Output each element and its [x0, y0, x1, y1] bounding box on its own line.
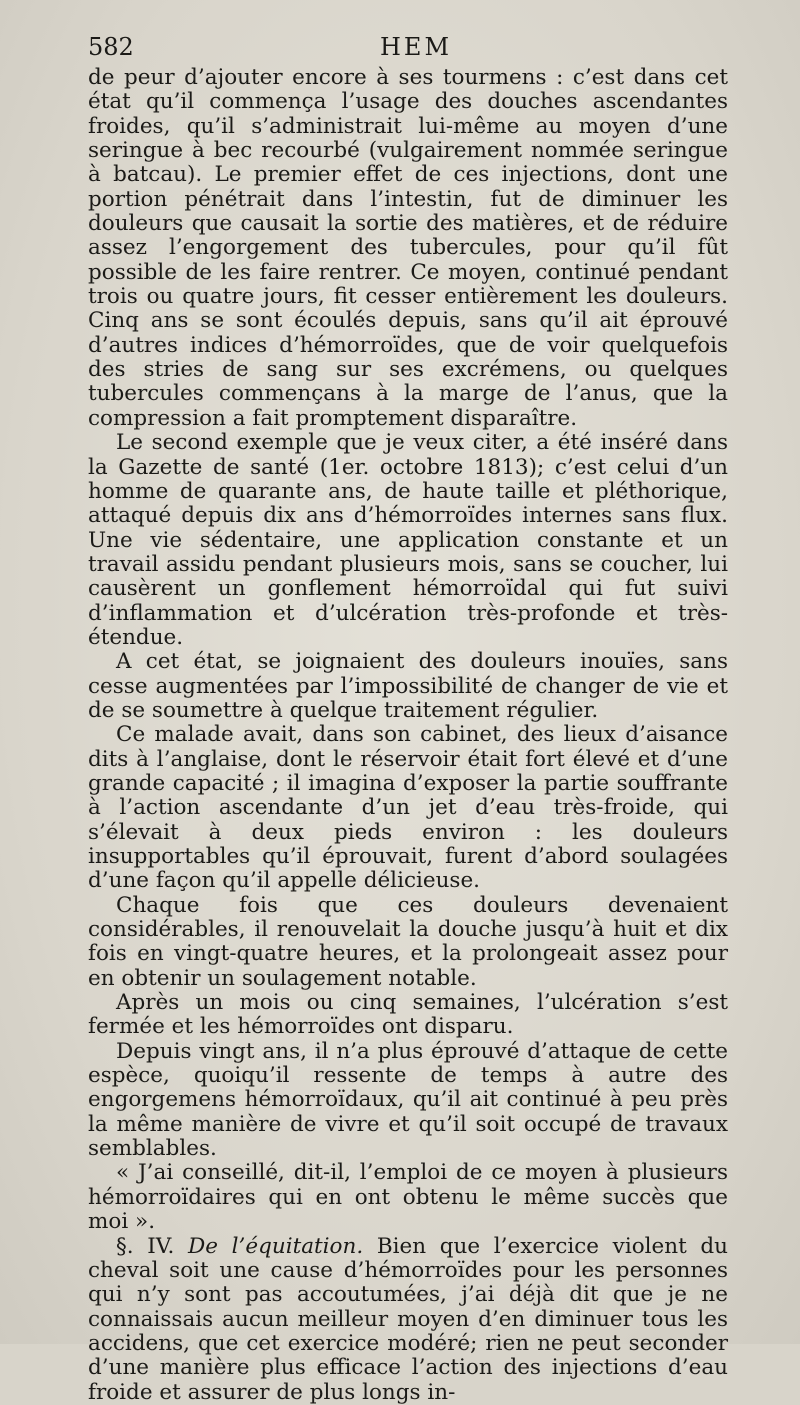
paragraph-cabinet: Ce malade avait, dans son cabinet, des lieux d’aisance dits à l’anglaise, dont le réservoir était fort élevé et d’une grande capacité ; il imagina d’exposer la partie souffrante à l’action ascendante d’un jet d’eau très-froide, qui s’élevait à deux pieds environ : les douleurs insupportables qu’il éprouvait, furent d’abord soulagées d’une façon qu’il appelle délicieuse.	[88, 722, 728, 894]
paragraph-quote: « J’ai conseillé, dit-il, l’emploi de ce moyen à plusieurs hémorroïdaires qui en ont obtenu le même succès que moi ».	[88, 1160, 728, 1235]
section-equitation	[88, 1235, 728, 1405]
paragraph-repeated-douche: Chaque fois que ces douleurs devenaient considérables, il renouvelait la douche jusqu’à huit et dix fois en vingt-quatre heures, et la prolongeait assez pour en obtenir un soulagement notable.	[88, 892, 728, 991]
paragraph-healing: Après un mois ou cinq semaines, l’ulcération s’est fermée et les hémorroïdes ont disparu.	[88, 990, 728, 1040]
paragraph-patient-state: A cet état, se joignaient des douleurs inouïes, sans cesse augmentées par l’impossibilité de changer de vie et de se soumettre à quelque traitement régulier.	[88, 649, 728, 723]
page-number: 582	[88, 33, 134, 61]
paragraph-twenty-years: Depuis vingt ans, il n’a plus éprouvé d’attaque de cette espèce, quoiqu’il ressente de temps à autre des engorgemens hémorroïdaux, qu’il ait continué à peu près la même manière de vivre et qu’il soit occupé de travaux semblables.	[88, 1038, 728, 1162]
body-text	[88, 66, 728, 1405]
paragraph-second-example: Le second exemple que je veux citer, a été inséré dans la Gazette de santé (1er. octobre 1813); c’est celui d’un homme de quarante ans, de haute taille et pléthorique, attaqué depuis dix ans d’hémorroïdes internes sans flux. Une vie sédentaire, une application constante et un travail assidu pendant plusieurs mois, sans se coucher, lui causèrent un gonflement hémorroïdal qui fut suivi d’inflammation et d’ulcération très-profonde et très-étendue.	[88, 430, 728, 650]
running-head: HEM	[380, 33, 453, 61]
page-header	[88, 32, 728, 66]
section-number: §. IV.	[116, 1233, 175, 1259]
section-text: Bien que l’exercice violent du cheval soit une cause d’hémorroïdes pour les personnes qui n’y sont pas accoutumées, j’ai déjà dit que je ne connaissais aucun meilleur moyen d’en diminuer tous les accidens, que cet exercice modéré; rien ne peut seconder d’une manière plus efficace l’action des injections d’eau froide et assurer de plus longs in-	[88, 1233, 729, 1405]
section-title: De l’équitation.	[188, 1233, 364, 1259]
paragraph-continuation: de peur d’ajouter encore à ses tourmens : c’est dans cet état qu’il commença l’usage des douches ascendantes froides, qu’il s’administrait lui-même au moyen d’une seringue à bec recourbé (vulgairement nommée seringue à batcau). Le premier effet de ces injections, dont une portion pénétrait dans l’intestin, fut de diminuer les douleurs que causait la sortie des matières, et de réduire assez l’engorgement des tubercules, pour qu’il fût possible de les faire rentrer. Ce moyen, continué pendant trois ou quatre jours, fit cesser entièrement les douleurs. Cinq ans se sont écoulés depuis, sans qu’il ait éprouvé d’autres indices d’hémorroïdes, que de voir quelquefois des stries de sang sur ses excrémens, ou quelques tubercules commençans à la marge de l’anus, que la compression a fait promptement disparaître.	[88, 65, 728, 431]
